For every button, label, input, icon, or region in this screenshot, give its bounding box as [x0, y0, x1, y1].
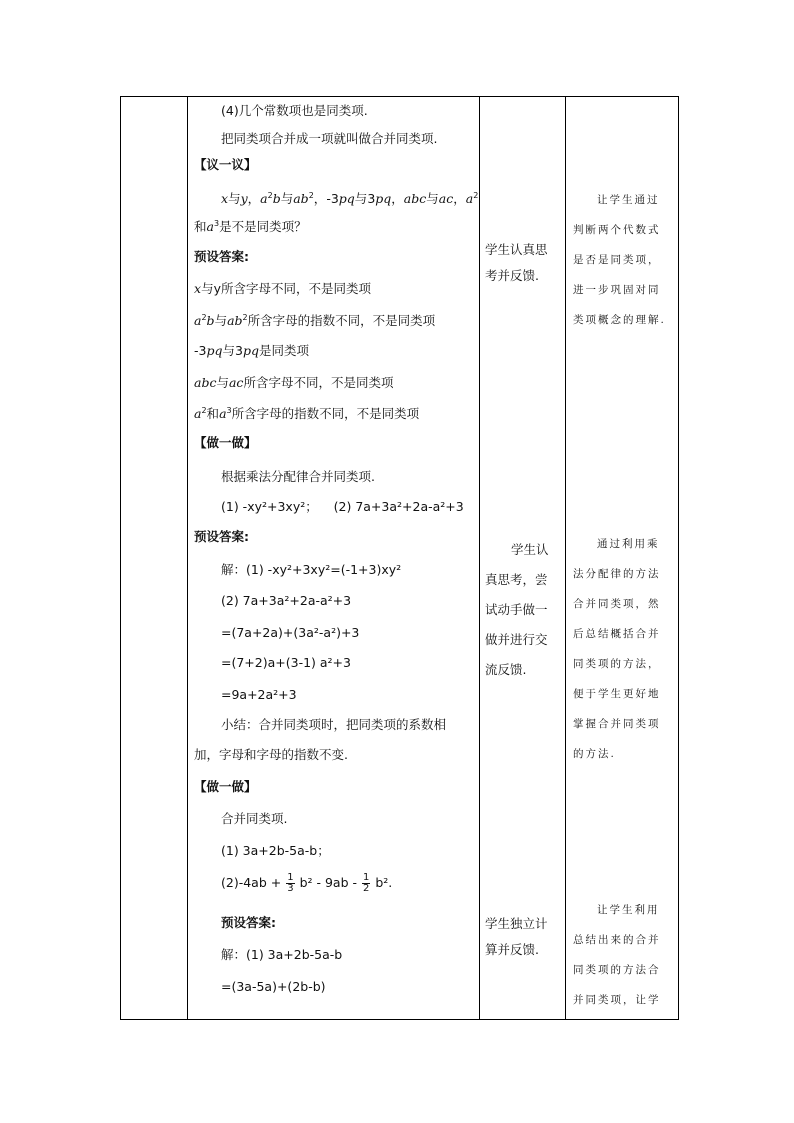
- fraction: $\frac{1}{2}$: [362, 872, 370, 894]
- solution-line: =(7+2)a+(3-1) a²+3: [221, 655, 351, 670]
- solution-line: =(3a-5a)+(2b-b): [221, 979, 326, 994]
- solution-line: 解：(1) 3a+2b-5a-b: [221, 947, 343, 962]
- design-intent-1: 让学生通过 判断两个代数式 是否是同类项， 进一步巩固对同 类项概念的理解.: [573, 194, 666, 326]
- solution-line: =9a+2a²+3: [221, 687, 297, 702]
- student-activity-3: 学生独立计 算并反馈.: [485, 916, 548, 957]
- solution-line: 解：(1) -xy²+3xy²=(-1+3)xy²: [221, 562, 402, 577]
- answer-label: 预设答案:: [221, 915, 276, 930]
- answer-label: 预设答案:: [194, 249, 249, 264]
- exercise-line: (1) 3a+2b-5a-b；: [221, 843, 330, 858]
- exercise-line: (1) -xy²+3xy²； (2) 7a+3a²+2a-a²+3: [221, 499, 464, 514]
- column-divider: [565, 97, 566, 1019]
- text-line: 根据乘法分配律合并同类项.: [221, 469, 375, 484]
- section-heading: 【做一做】: [194, 779, 257, 794]
- summary-line: 小结：合并同类项时，把同类项的系数相: [221, 717, 447, 732]
- question-line: x与y，$a^2b$与$ab^2$，-3pq与3pq，abc与ac，$a^2$: [221, 191, 479, 206]
- section-heading: 【做一做】: [194, 435, 257, 450]
- lesson-table: [120, 96, 679, 1020]
- text-line: (4)几个常数项也是同类项.: [221, 103, 368, 118]
- fraction: $\frac{1}{3}$: [287, 872, 294, 894]
- text-line: 合并同类项.: [221, 811, 288, 826]
- design-intent-3: 让学生利用 总结出来的合并 同类项的方法合 并同类项，让学: [573, 904, 661, 1006]
- answer-line: $a^2$和$a^3$所含字母的指数不同，不是同类项: [194, 406, 420, 421]
- summary-line: 加，字母和字母的指数不变.: [194, 747, 348, 762]
- student-activity-1: 学生认真思 考并反馈.: [485, 242, 548, 283]
- answer-line: x与y所含字母不同，不是同类项: [194, 281, 371, 296]
- text-line: 把同类项合并成一项就叫做合并同类项.: [221, 131, 438, 146]
- design-intent-2: 通过利用乘 法分配律的方法 合并同类项，然 后总结概括合并 同类项的方法， 便于学生更好地 掌握合并同类项 的方法.: [573, 538, 661, 760]
- teaching-content-column: [188, 97, 480, 1019]
- answer-line: $a^2b$与$ab^2$所含字母的指数不同，不是同类项: [194, 313, 436, 328]
- exercise-line: (2)-4ab + $\frac{1}{3}$ b² - 9ab - $\frac{1}{2}$ b².: [221, 872, 393, 894]
- answer-label: 预设答案:: [194, 529, 249, 544]
- solution-line: (2) 7a+3a²+2a-a²+3: [221, 593, 352, 608]
- answer-line: abc与ac所含字母不同，不是同类项: [194, 375, 394, 390]
- answer-line: -3pq与3pq是同类项: [194, 343, 309, 358]
- section-heading: 【议一议】: [194, 157, 257, 172]
- solution-line: =(7a+2a)+(3a²-a²)+3: [221, 625, 360, 640]
- student-activity-2: 学生认 真思考，尝 试动手做一 做并进行交 流反馈.: [485, 542, 549, 677]
- question-line: 和$a^3$是不是同类项？: [194, 219, 307, 234]
